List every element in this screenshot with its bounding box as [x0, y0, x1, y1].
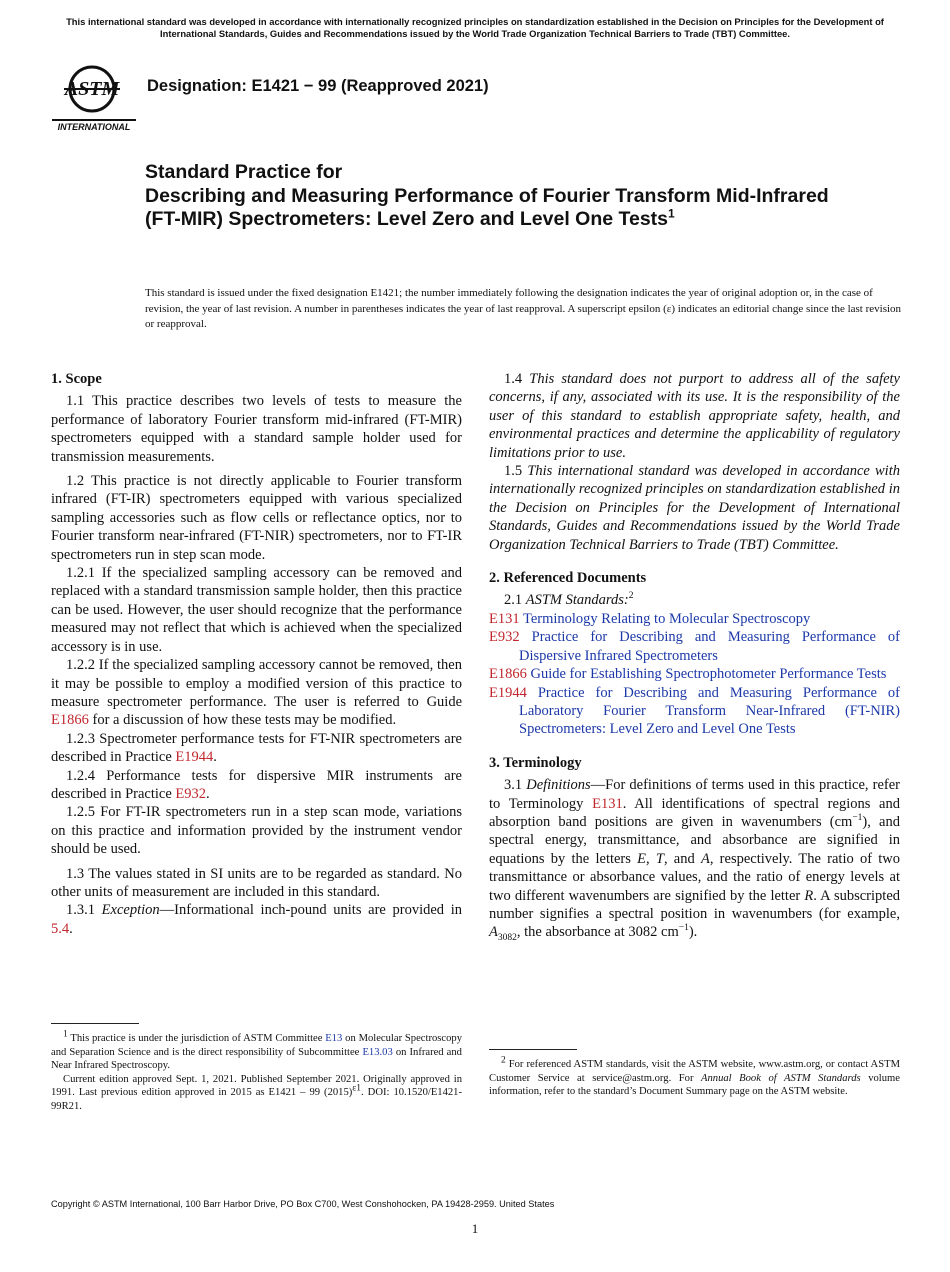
copyright-line: Copyright © ASTM International, 100 Barr Harbor Drive, PO Box C700, West Conshohocken, PA 19428-2959. United States [51, 1199, 555, 1209]
committee-link-e13[interactable]: E13 [325, 1033, 343, 1044]
para-1-2-3: 1.2.3 Spectrometer performance tests for FT-NIR spectrometers are described in Practice E1944. [51, 730, 462, 766]
ref-item[interactable]: E932 Practice for Describing and Measuring Performance of Dispersive Infrared Spectrometers [489, 629, 901, 664]
ref-link-e932[interactable]: E932 [175, 785, 207, 802]
document-title [145, 161, 835, 232]
para-1-5: 1.5 This international standard was developed in accordance with internationally recognized principles on standardization established in the Decision on Principles for the Development of International Standards, Guides and Recommendations issued by the World Trade Organization Technical Barriers to Trade (TBT) Committee. [489, 463, 900, 553]
para-1-3: 1.3 The values stated in SI units are to be regarded as standard. No other units of measurement are included in this standard. [51, 865, 462, 900]
ref-link-e1944[interactable]: E1944 [175, 749, 214, 766]
para-1-4: 1.4 This standard does not purport to address all of the safety concerns, if any, associated with its use. It is the responsibility of the user of this standard to establish appropriate safety, health, and environmental practices and determine the applicability of regulatory limitations prior to use. [489, 371, 900, 461]
para-1-2-2: 1.2.2 If the specialized sampling accessory cannot be removed, then it may be possible to employ a modified version of this practice to measure spectrometer performance. The user is referred to Guide E1866 for a discussion of how these tests may be modified. [51, 657, 462, 729]
right-column [489, 370, 900, 942]
designation: Designation: E1421 − 99 (Reapproved 2021) [147, 77, 489, 95]
para-1-3-1: 1.3.1 Exception—Informational inch-pound units are provided in 5.4. [51, 902, 462, 937]
footnote-rule [51, 1023, 139, 1024]
page-number: 1 [471, 1221, 479, 1236]
title-line-2: Describing and Measuring Performance of Fourier Transform Mid-Infrared (FT-MIR) Spectrometers: Level Zero and Level One Tests$^1$ [145, 184, 829, 230]
para-2-1: 2.1 ASTM Standards:$^2$ [504, 591, 634, 609]
ref-item[interactable]: E1944 Practice for Describing and Measuring Performance of Laboratory Fourier Transform Near-Infrared (FT-NIR) Spectrometers: Level Zero and Level One Tests [489, 684, 901, 738]
para-1-2-5: 1.2.5 For FT-IR spectrometers run in a step scan mode, variations on this practice and information provided by the instrument vendor should be used. [51, 804, 462, 858]
section-terminology-heading: 3. Terminology [489, 754, 582, 771]
footnote-rule [489, 1049, 577, 1050]
left-column [51, 370, 462, 938]
preamble: This standard is issued under the fixed designation E1421; the number immediately following the designation indicates the year of original adoption or, in the case of revision, the year of last revision. A number in parentheses indicates the year of last reapproval. A superscript epsilon (ε) indicates an editorial change since the last revision or reapproval. [145, 287, 902, 330]
footnote-2-marker[interactable]: 2 [628, 591, 634, 602]
ref-link-e1866[interactable]: E1866 [51, 712, 89, 729]
tbt-notice: This international standard was developed in accordance with internationally recognized principles on standardization established in the Decision on Principles for the Development of International Standards, Guides and Recommendations issued by the World Trade Organization Technical Barriers to Trade (TBT) Committee. [66, 16, 884, 39]
para-1-2: 1.2 This practice is not directly applicable to Fourier transform infrared (FT-IR) spectrometers equipped with various specialized sampling accessories such as flow cells or reflectance optics, nor to Fourier transform near-infrared (FT-NIR) spectrometers, nor to FT-IR spectrometers run in step scan mode. [51, 473, 462, 563]
section-scope-heading: 1. Scope [51, 371, 102, 387]
para-3-1: 3.1 Definitions—For definitions of terms used in this practice, refer to Terminology E131. All identifications of spectral regions and absorption band positions are given in wavenumbers $(cm^{-1})$, and spectral energy, transmittance, and absorbance are signified in equations by the letters E, T, and A, respectively. The ratio of two transmittance or absorbance values, and the ratio of energy levels at two different wavenumbers are signified by the letter R. A subscripted number signifies a spectral position in wavenumbers (for example, $A_{3082}$, the absorbance at 3082 $cm^{-1}$). [489, 777, 901, 944]
section-refdocs-heading: 2. Referenced Documents [489, 570, 647, 587]
logo-org: INTERNATIONAL [57, 122, 131, 132]
para-1-2-1: 1.2.1 If the specialized sampling accessory can be removed and replaced with a standard transmission sample holder, then this practice can be used. However, the user should recognize that the performance measured may not reflect that which is achieved when the specialized accessory is in use. [51, 565, 462, 655]
ref-link-5-4[interactable]: 5.4 [51, 920, 70, 937]
ref-item[interactable]: E131 Terminology Relating to Molecular Spectroscopy [489, 610, 811, 627]
ref-link-e131[interactable]: E131 [592, 795, 623, 812]
para-1-2-4: 1.2.4 Performance tests for dispersive MIR instruments are described in Practice E932. [51, 767, 462, 802]
title-footnote-marker[interactable]: 1 [668, 206, 675, 221]
astm-logo-icon [52, 58, 136, 134]
logo-letters: ASTM [64, 78, 120, 100]
footnote-2: $^2$ For referenced ASTM standards, visit the ASTM website, www.astm.org, or contact ASTM Customer Service at service@astm.org. For Annual Book of ASTM Standards volume information, refer to the standard’s Document Summary page on the ASTM website. [489, 1049, 900, 1099]
title-line-1: Standard Practice for [145, 161, 343, 183]
footnote-1: $^1$ This practice is under the jurisdiction of ASTM Committee E13 on Molecular Spectroscopy and Separation Science and is the direct responsibility of Subcommittee E13.03 on Infrared and Near Infrared Spectroscopy. Current edition approved Sept. 1, 2021. Published September 2021. Originally approved in 1991. Last previous edition approved in 2015 as E1421 – 99 $(2015)^{\varepsilon 1}$. DOI: 10.1520/E1421-99R21. [51, 1023, 462, 1113]
ref-item[interactable]: E1866 Guide for Establishing Spectrophotometer Performance Tests [489, 666, 887, 683]
subcommittee-link-e13-03[interactable]: E13.03 [362, 1046, 393, 1058]
para-1-1: 1.1 This practice describes two levels of tests to measure the performance of laboratory Fourier transform mid-infrared (FT-MIR) spectrometers equipped with a standard sample holder used for transmission measurements. [51, 393, 462, 465]
